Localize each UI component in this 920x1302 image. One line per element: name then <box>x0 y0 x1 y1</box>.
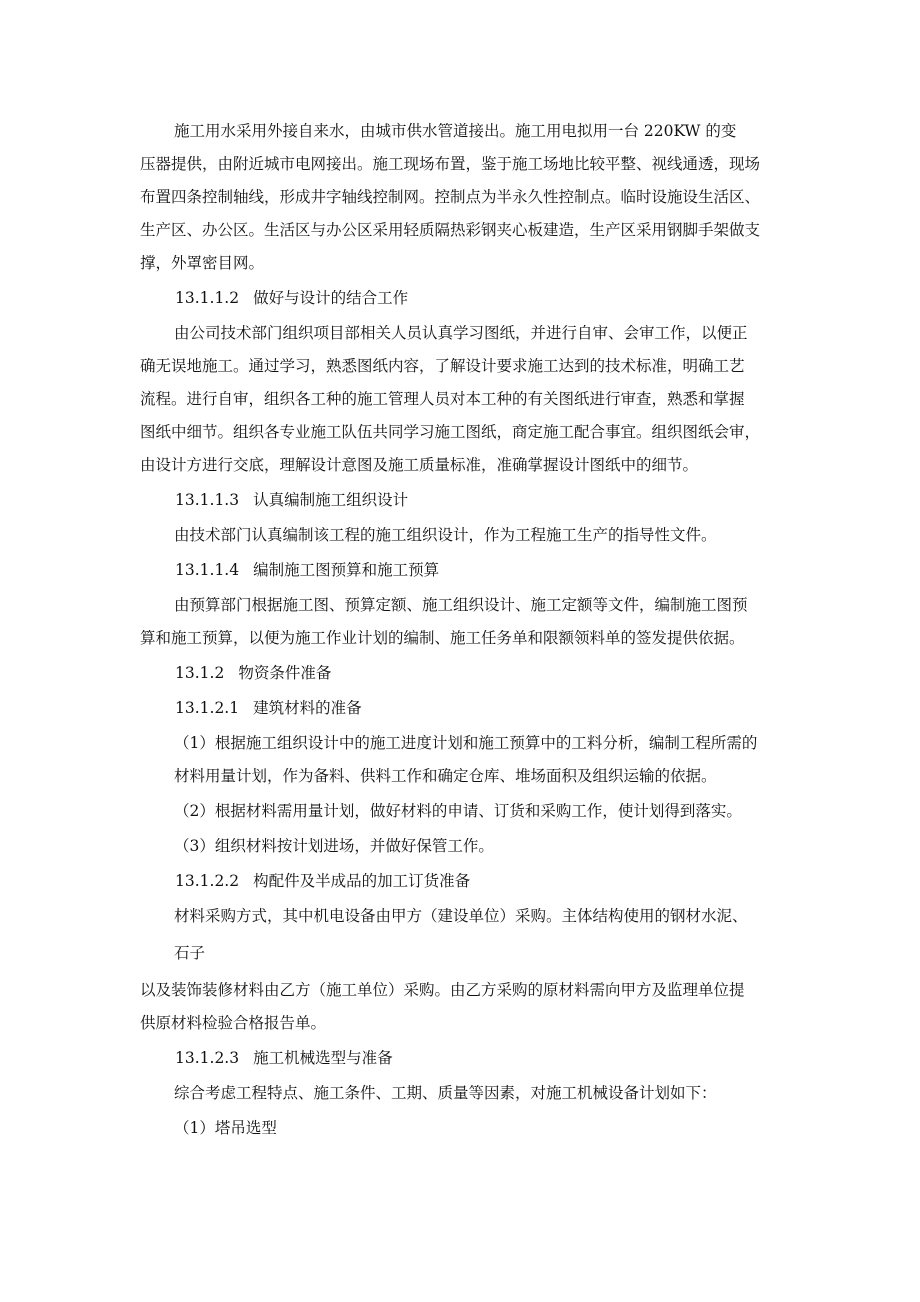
list-item-1-line1: （1）根据施工组织设计中的施工进度计划和施工预算中的工料分析，编制工程所需的 <box>174 734 758 752</box>
para5-line2: 石子 <box>174 944 206 962</box>
para2-line3: 流程。进行自审，组织各工种的施工管理人员对本工种的有关图纸进行审查，熟悉和掌握 <box>140 390 745 408</box>
section-title: 认真编制施工组织设计 <box>253 491 409 509</box>
section-number: 13.1.1.2 <box>175 289 240 307</box>
para2-line4: 图纸中细节。组织各专业施工队伍共同学习施工图纸，商定施工配合事宜。组织图纸会审， <box>140 423 761 441</box>
list-item-3: （3）组织材料按计划进场，并做好保管工作。 <box>174 837 494 855</box>
para1-line2: 压器提供，由附近城市电网接出。施工现场布置，鉴于施工场地比较平整、视线通透，现场 <box>140 155 761 173</box>
para2-line2: 确无误地施工。通过学习，熟悉图纸内容，了解设计要求施工达到的技术标准，明确工艺 <box>140 357 745 375</box>
section-heading-13-1-2-2 <box>175 871 470 891</box>
para1-line1: 施工用水采用外接自来水，由城市供水管道接出。施工用电拟用一台 220KW 的变 <box>174 122 737 140</box>
list-item-2: （2）根据材料需用量计划，做好材料的申请、订货和采购工作，使计划得到落实。 <box>174 802 742 820</box>
section-title: 构配件及半成品的加工订货准备 <box>253 872 471 890</box>
section-number: 13.1.2.1 <box>175 699 240 717</box>
section-heading-13-1-2-1 <box>175 698 362 718</box>
para2-line5: 由设计方进行交底，理解设计意图及施工质量标准，准确掌握设计图纸中的细节。 <box>140 456 699 474</box>
para5-line3: 以及装饰装修材料由乙方（施工单位）采购。由乙方采购的原材料需向甲方及监理单位提 <box>140 981 745 999</box>
list-item-1-line2: 材料用量计划，作为备料、供料工作和确定仓库、堆场面积及组织运输的依据。 <box>174 767 717 785</box>
para2-line1: 由公司技术部门组织项目部相关人员认真学习图纸，并进行自审、会审工作，以便正 <box>174 324 748 342</box>
para1-line3: 布置四条控制轴线，形成井字轴线控制网。控制点为半永久性控制点。临时设施设生活区、 <box>140 188 761 206</box>
section-title: 编制施工图预算和施工预算 <box>253 561 440 579</box>
section-number: 13.1.2.2 <box>175 872 240 890</box>
section-heading-13-1-1-2 <box>175 288 408 308</box>
para6-line2: （1）塔吊选型 <box>174 1119 277 1137</box>
section-heading-13-1-2-3 <box>175 1048 393 1068</box>
section-title: 做好与设计的结合工作 <box>253 289 409 307</box>
section-heading-13-1-1-4 <box>175 560 439 580</box>
section-number: 13.1.2 <box>175 664 225 682</box>
section-title: 物资条件准备 <box>238 664 332 682</box>
section-heading-13-1-1-3 <box>175 490 408 510</box>
para1-line4: 生产区、办公区。生活区与办公区采用轻质隔热彩钢夹心板建造，生产区采用钢脚手架做支 <box>140 221 761 239</box>
para3-line1: 由技术部门认真编制该工程的施工组织设计，作为工程施工生产的指导性文件。 <box>174 526 717 544</box>
section-number: 13.1.1.3 <box>175 491 240 509</box>
para1-line5: 撑，外罩密目网。 <box>140 254 265 272</box>
section-number: 13.1.2.3 <box>175 1049 240 1067</box>
section-title: 建筑材料的准备 <box>253 699 362 717</box>
para6-line1: 综合考虑工程特点、施工条件、工期、质量等因素，对施工机械设备计划如下： <box>174 1084 717 1102</box>
section-title: 施工机械选型与准备 <box>253 1049 393 1067</box>
section-heading-13-1-2 <box>175 663 331 683</box>
para4-line2: 算和施工预算，以便为施工作业计划的编制、施工任务单和限额领料单的签发提供依据。 <box>140 629 745 647</box>
para4-line1: 由预算部门根据施工图、预算定额、施工组织设计、施工定额等文件，编制施工图预 <box>174 596 748 614</box>
para5-line4: 供原材料检验合格报告单。 <box>140 1014 327 1032</box>
section-number: 13.1.1.4 <box>175 561 240 579</box>
para5-line1: 材料采购方式，其中机电设备由甲方（建设单位）采购。主体结构使用的钢材水泥、 <box>174 907 748 925</box>
